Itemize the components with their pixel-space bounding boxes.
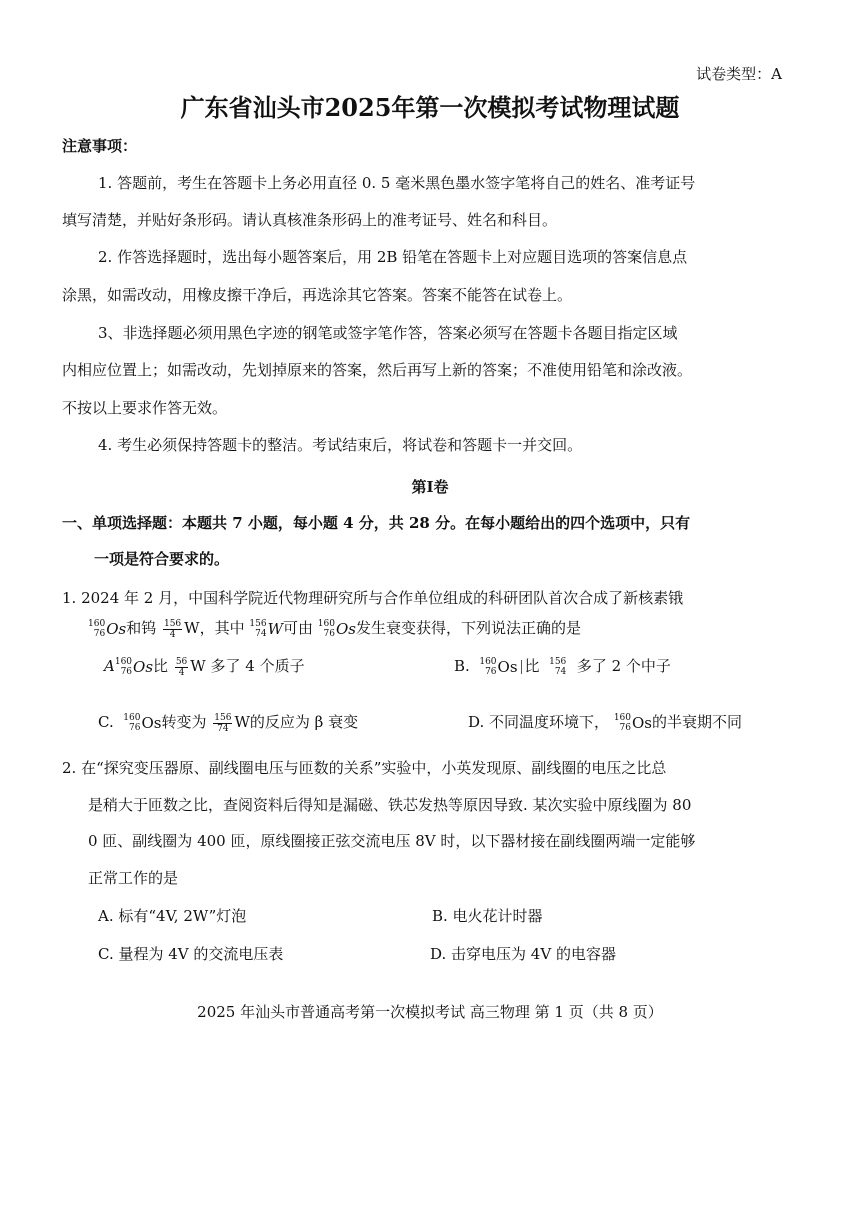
- option-c: C. 量程为 4V 的交流电压表: [98, 945, 284, 963]
- notice-line: 填写清楚，并贴好条形码。请认真核准条形码上的准考证号、姓名和科目。: [62, 211, 558, 229]
- question-2-stem-cont: 是稍大于匝数之比，查阅资料后得知是漏磁、铁芯发热等原因导致. 某次实验中原线圈为 80: [88, 796, 692, 814]
- notice-line: 不按以上要求作答无效。: [62, 399, 228, 417]
- nuclide-os: 160 76 Os: [88, 619, 127, 639]
- fraction-w: $\frac{156}{4}$: [163, 618, 182, 640]
- option-a: A 160 76 Os 比 $\frac{56}{4}$ W 多了 4 个质子: [104, 656, 305, 678]
- notice-line: 内相应位置上；如需改动，先划掉原来的答案，然后再写上新的答案；不准使用铅笔和涂改液。: [62, 361, 693, 379]
- section-heading-cont: 一项是符合要求的。: [94, 550, 230, 568]
- page-footer: 2025 年汕头市普通高考第一次模拟考试 高三物理 第 1 页（共 8 页）: [197, 1003, 663, 1021]
- option-b: B. 160 76 Os 比 156 74 多了 2 个中子: [454, 657, 671, 677]
- question-1-stem: 1. 2024 年 2 月，中国科学院近代物理研究所与合作单位组成的科研团队首次合成了新核素锇: [62, 589, 684, 607]
- nuclide-w: 156 74 W: [249, 619, 283, 639]
- option-d: D. 击穿电压为 4V 的电容器: [430, 945, 616, 963]
- section-heading: 一、单项选择题：本题共 7 小题，每小题 4 分，共 28 分。在每小题给出的四个选项中，只有: [62, 514, 691, 532]
- question-2-stem-cont: 正常工作的是: [88, 869, 179, 887]
- notice-heading: 注意事项：: [62, 137, 138, 155]
- question-2-stem-cont: 0 匝、副线圈为 400 匝，原线圈接正弦交流电压 8V 时，以下器材接在副线圈两端一定能够: [88, 832, 696, 850]
- question-2-stem: 2. 在“探究变压器原、副线圈电压与匝数的关系”实验中，小英发现原、副线圈的电压之比总: [62, 759, 667, 777]
- notice-line: 涂黑，如需改动，用橡皮擦干净后，再选涂其它答案。答案不能答在试卷上。: [62, 286, 573, 304]
- notice-line: 1. 答题前，考生在答题卡上务必用直径 0. 5 毫米黑色墨水签字笔将自己的姓名、准考证号: [98, 174, 696, 192]
- nuclide-os: 160 76 Os: [317, 619, 356, 639]
- text-cursor: [521, 660, 522, 674]
- question-1-stem-cont: 160 76 Os 和钨 $\frac{156}{4}$ W，其中 156 74 W 可由 160 76 Os 发生衰变获得，下列说法正确的是: [88, 618, 581, 640]
- option-d: D. 不同温度环境下， 160 76 Os 的半衰期不同: [468, 713, 743, 733]
- page-title: 广东省汕头市2025年第一次模拟考试物理试题: [180, 93, 680, 122]
- notice-line: 2. 作答选择题时，选出每小题答案后，用 2B 铅笔在答题卡上对应题目选项的答案信息点: [98, 248, 688, 266]
- notice-line: 3、非选择题必须用黑色字迹的钢笔或签字笔作答，答案必须写在答题卡各题目指定区域: [98, 324, 678, 342]
- volume-heading: 第Ⅰ卷: [411, 478, 449, 496]
- option-a: A. 标有“4V, 2W”灯泡: [98, 907, 247, 925]
- notice-line: 4. 考生必须保持答题卡的整洁。考试结束后，将试卷和答题卡一并交回。: [98, 436, 583, 454]
- option-b: B. 电火花计时器: [432, 907, 543, 925]
- option-c: C. 160 76 Os 转变为 $\frac{156}{74}$ W的反应为 β 衰变: [98, 712, 359, 734]
- paper-type: 试卷类型：A: [696, 65, 782, 83]
